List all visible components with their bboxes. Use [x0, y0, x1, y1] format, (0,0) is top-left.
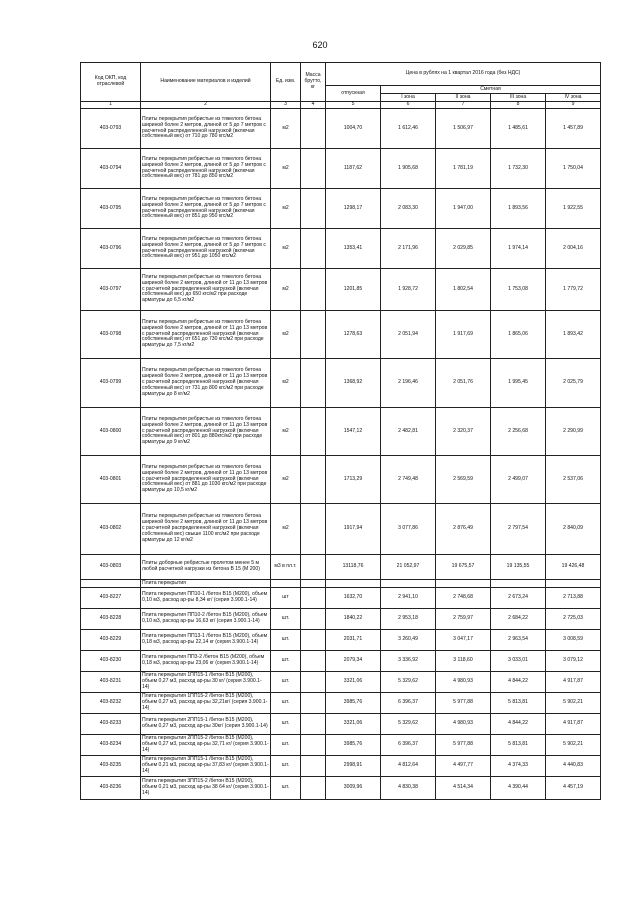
- row-mass: [301, 630, 326, 651]
- row-unit: м2: [271, 359, 301, 408]
- row-name: Плита перекрытия ПП3-2 /бетон В15 (М200), объем 0,18 м3, расход ар-ры 23,06 кг (серия 3.900.1-14): [141, 651, 271, 672]
- row-zone-3-price: 3 033,01: [491, 651, 546, 672]
- row-zone-3-price: 4 844,22: [491, 672, 546, 693]
- table-row: [81, 149, 601, 189]
- table-row: [81, 630, 601, 651]
- row-release-price: 1632,70: [326, 588, 381, 609]
- header-unit: Ед. изм.: [271, 63, 301, 102]
- column-index: 1: [81, 102, 141, 109]
- row-name: Плита перекрытия: [141, 580, 271, 588]
- row-unit: шт.: [271, 672, 301, 693]
- row-mass: [301, 693, 326, 714]
- row-mass: [301, 311, 326, 359]
- row-zone-2-price: 5 977,88: [436, 693, 491, 714]
- row-code: 403-0800: [81, 408, 141, 456]
- row-name: Плита перекрытия ПП10-2 /бетон В15 (М200), объем 0,10 м3, расход ар-ры 16,63 кг/ (серия 3.900.1-14): [141, 609, 271, 630]
- row-unit: шт.: [271, 735, 301, 756]
- table-row: [81, 229, 601, 269]
- row-zone-3-price: 1 974,14: [491, 229, 546, 269]
- table-row: [81, 189, 601, 229]
- header-mass: Масса брутто, кг: [301, 63, 326, 102]
- row-zone-3-price: 1 732,30: [491, 149, 546, 189]
- header-zone-3: III зона: [491, 94, 546, 102]
- row-release-price: 1278,63: [326, 311, 381, 359]
- row-zone-4-price: 2 713,88: [546, 588, 601, 609]
- row-name: Плита перекрытия 2ПП15-2 /бетон В15 (М200), объем 0,27 м3, расход ар-ры 32,71 кг/ (серия 3.900.1-14): [141, 735, 271, 756]
- row-unit: м2: [271, 189, 301, 229]
- row-unit: м2: [271, 229, 301, 269]
- row-release-price: 3321,06: [326, 714, 381, 735]
- row-zone-2-price: 1 802,54: [436, 269, 491, 311]
- row-name: Плита перекрытия 1ПП15-2 /бетон В15 (М200), объем 0,27 м3, расход ар-ры 32,21кг/ (серия 3.900.1-14): [141, 693, 271, 714]
- row-zone-1-price: 2 171,96: [381, 229, 436, 269]
- row-zone-1-price: [381, 580, 436, 588]
- row-unit: м2: [271, 311, 301, 359]
- header-name: Наименование материалов и изделий: [141, 63, 271, 102]
- row-release-price: 1917,94: [326, 504, 381, 555]
- row-zone-2-price: 4 497,77: [436, 756, 491, 777]
- header-estimate: Сметная: [381, 86, 601, 94]
- row-code: 403-0793: [81, 109, 141, 149]
- row-unit: шт.: [271, 756, 301, 777]
- row-zone-1-price: 2 482,81: [381, 408, 436, 456]
- row-mass: [301, 714, 326, 735]
- row-zone-1-price: 4 812,64: [381, 756, 436, 777]
- row-release-price: 1353,41: [326, 229, 381, 269]
- row-release-price: 3985,76: [326, 693, 381, 714]
- row-zone-4-price: 1 779,72: [546, 269, 601, 311]
- row-code: 403-0794: [81, 149, 141, 189]
- row-zone-1-price: 5 329,62: [381, 672, 436, 693]
- row-code: 403-8228: [81, 609, 141, 630]
- row-name: Плиты перекрытия ребристые из тяжелого бетона шириной более 2 метров, длиной от 11 до 13 метров с расчетной распределенной нагрузкой (включая собственный вес) свыше 1100 кгс/м2 при расходе арматуры до 12 кг/м2: [141, 504, 271, 555]
- row-zone-4-price: 1 457,89: [546, 109, 601, 149]
- row-code: 403-8236: [81, 777, 141, 800]
- row-name: Плиты перекрытия ребристые из тяжелого бетона шириной более 2 метров, длиной от 11 до 13 метров с расчетной распределенной нагрузкой (включая собственный вес) от 801 до 880кгс/м2 при расходе арматуры до 9 кг/м2: [141, 408, 271, 456]
- row-zone-1-price: 2 051,94: [381, 311, 436, 359]
- row-code: 403-8235: [81, 756, 141, 777]
- row-code: 403-0803: [81, 555, 141, 580]
- row-zone-1-price: 1 612,46: [381, 109, 436, 149]
- row-release-price: 1713,29: [326, 456, 381, 504]
- row-code: 403-8229: [81, 630, 141, 651]
- row-mass: [301, 408, 326, 456]
- row-name: Плита перекрытия 1ПП15-1 /бетон В15 (М200), объем 0,27 м3, расход ар-ры 30 кг/ (серия 3.900.1-14): [141, 672, 271, 693]
- column-index: 5: [326, 102, 381, 109]
- table-row: [81, 408, 601, 456]
- header-release: отпускная: [326, 86, 381, 102]
- row-zone-4-price: 4 917,87: [546, 672, 601, 693]
- row-zone-4-price: 2 537,06: [546, 456, 601, 504]
- row-code: 403-0801: [81, 456, 141, 504]
- row-release-price: 3321,06: [326, 672, 381, 693]
- row-zone-4-price: 2 025,79: [546, 359, 601, 408]
- row-release-price: 1187,62: [326, 149, 381, 189]
- row-code: 403-0798: [81, 311, 141, 359]
- table-row: [81, 693, 601, 714]
- row-release-price: 2031,71: [326, 630, 381, 651]
- row-mass: [301, 777, 326, 800]
- table-row: [81, 777, 601, 800]
- row-zone-2-price: 2 759,97: [436, 609, 491, 630]
- row-zone-4-price: 4 917,87: [546, 714, 601, 735]
- row-mass: [301, 588, 326, 609]
- row-zone-4-price: 2 290,99: [546, 408, 601, 456]
- table-row: [81, 588, 601, 609]
- row-unit: шт.: [271, 777, 301, 800]
- row-zone-1-price: 6 396,37: [381, 735, 436, 756]
- row-zone-2-price: [436, 580, 491, 588]
- row-zone-2-price: 4 980,93: [436, 672, 491, 693]
- row-release-price: [326, 580, 381, 588]
- row-code: [81, 580, 141, 588]
- row-name: Плита перекрытия 3ПП15-2 /бетон В15 (М200), объем 0,21 м3, расход ар-ры 38 64 кг/ (серия 3.900.1-14): [141, 777, 271, 800]
- row-zone-3-price: 2 963,54: [491, 630, 546, 651]
- row-name: Плиты перекрытия ребристые из тяжелого бетона шириной более 2 метров, длиной от 5 до 7 метров с расчетной распределенной нагрузкой (включая собственный вес) от 710 до 780 кгс/м2: [141, 109, 271, 149]
- row-zone-3-price: 1 893,56: [491, 189, 546, 229]
- row-code: 403-8233: [81, 714, 141, 735]
- row-unit: м2: [271, 504, 301, 555]
- row-zone-3-price: 2 684,22: [491, 609, 546, 630]
- row-zone-1-price: 21 052,97: [381, 555, 436, 580]
- row-unit: м2: [271, 269, 301, 311]
- row-release-price: 3985,76: [326, 735, 381, 756]
- table-row: [81, 580, 601, 588]
- row-unit: шт.: [271, 714, 301, 735]
- row-zone-2-price: 5 977,88: [436, 735, 491, 756]
- row-zone-3-price: 1 753,08: [491, 269, 546, 311]
- row-zone-1-price: 2 196,46: [381, 359, 436, 408]
- row-zone-3-price: 2 673,24: [491, 588, 546, 609]
- row-release-price: 1298,17: [326, 189, 381, 229]
- column-index: 2: [141, 102, 271, 109]
- row-zone-4-price: 1 750,04: [546, 149, 601, 189]
- row-zone-1-price: 1 905,68: [381, 149, 436, 189]
- row-zone-3-price: 2 256,68: [491, 408, 546, 456]
- table-row: [81, 359, 601, 408]
- row-zone-2-price: 2 029,85: [436, 229, 491, 269]
- column-index: 3: [271, 102, 301, 109]
- row-name: Плиты перекрытия ребристые из тяжелого бетона шириной более 2 метров, длиной от 5 до 7 метров с расчетной распределенной нагрузкой (включая собственный вес) от 781 до 850 кгс/м2: [141, 149, 271, 189]
- row-zone-2-price: 1 947,00: [436, 189, 491, 229]
- table-row: [81, 504, 601, 555]
- row-zone-3-price: 4 844,22: [491, 714, 546, 735]
- row-mass: [301, 651, 326, 672]
- row-code: 403-8230: [81, 651, 141, 672]
- row-zone-3-price: 1 995,45: [491, 359, 546, 408]
- row-zone-1-price: 3 260,49: [381, 630, 436, 651]
- table-row: [81, 109, 601, 149]
- row-zone-3-price: 5 813,81: [491, 693, 546, 714]
- header-code: Код ОКП, код отраслевой: [81, 63, 141, 102]
- row-unit: м2: [271, 456, 301, 504]
- row-zone-2-price: 2 748,68: [436, 588, 491, 609]
- row-mass: [301, 555, 326, 580]
- row-code: 403-0796: [81, 229, 141, 269]
- row-name: Плита перекрытия ПП10-1 /бетон В15 (М200), объем 0,10 м3, расход ар-ры 8,34 кг/ (серия 3.900.1-14): [141, 588, 271, 609]
- row-name: Плиты перекрытия ребристые из тяжелого бетона шириной более 2 метров, длиной от 11 до 13 метров с расчетной распределенной нагрузкой (включая собственный вес) от 881 до 1030 кгс/м2 при расходе арматуры до 10,5 кг/м2: [141, 456, 271, 504]
- row-mass: [301, 149, 326, 189]
- row-zone-4-price: 4 440,83: [546, 756, 601, 777]
- price-table: [80, 62, 601, 800]
- row-zone-3-price: 1 865,06: [491, 311, 546, 359]
- row-code: 403-8231: [81, 672, 141, 693]
- row-release-price: 1201,85: [326, 269, 381, 311]
- row-name: Плиты перекрытия ребристые из тяжелого бетона шириной более 2 метров, длиной от 5 до 7 метров с расчетной распределенной нагрузкой (включая собственный вес) от 951 до 1050 кгс/м2: [141, 229, 271, 269]
- column-index: 9: [546, 102, 601, 109]
- row-unit: шт.: [271, 693, 301, 714]
- row-zone-1-price: 4 830,38: [381, 777, 436, 800]
- row-zone-1-price: 2 083,30: [381, 189, 436, 229]
- row-zone-1-price: 3 077,86: [381, 504, 436, 555]
- row-unit: [271, 580, 301, 588]
- row-zone-2-price: 2 051,76: [436, 359, 491, 408]
- row-zone-1-price: 2 941,10: [381, 588, 436, 609]
- row-zone-2-price: 3 047,17: [436, 630, 491, 651]
- table-row: [81, 735, 601, 756]
- table-row: [81, 609, 601, 630]
- row-release-price: 1368,92: [326, 359, 381, 408]
- row-zone-3-price: 19 135,55: [491, 555, 546, 580]
- row-zone-2-price: 4 514,34: [436, 777, 491, 800]
- header-zone-2: II зона: [436, 94, 491, 102]
- table-row: [81, 756, 601, 777]
- header-zone-1: I зона: [381, 94, 436, 102]
- row-release-price: 1004,70: [326, 109, 381, 149]
- row-mass: [301, 359, 326, 408]
- row-unit: м2: [271, 109, 301, 149]
- table-row: [81, 555, 601, 580]
- row-unit: шт.: [271, 651, 301, 672]
- row-zone-4-price: [546, 580, 601, 588]
- row-zone-2-price: 1 781,19: [436, 149, 491, 189]
- row-mass: [301, 580, 326, 588]
- row-name: Плита перекрытия 2ПП15-1 /бетон В15 (М200), объем 0,27 м3, расход ар-ры 30кг/ (серия 3.900.1-14): [141, 714, 271, 735]
- row-zone-4-price: 3 008,59: [546, 630, 601, 651]
- table-row: [81, 269, 601, 311]
- row-release-price: 1547,12: [326, 408, 381, 456]
- column-index: 4: [301, 102, 326, 109]
- row-name: Плиты перекрытия ребристые из тяжелого бетона шириной более 2 метров, длиной от 11 до 13 метров с расчетной распределенной нагрузкой (включая собственный вес) от 651 до 730 кгс/м2 при расходе арматуры до 7,5 кг/м2: [141, 311, 271, 359]
- row-code: 403-0802: [81, 504, 141, 555]
- row-code: 403-0795: [81, 189, 141, 229]
- row-zone-3-price: 2 797,54: [491, 504, 546, 555]
- row-zone-4-price: 1 893,42: [546, 311, 601, 359]
- row-zone-2-price: 4 980,93: [436, 714, 491, 735]
- row-unit: шт.: [271, 609, 301, 630]
- column-index: 6: [381, 102, 436, 109]
- page-number: 620: [312, 40, 328, 50]
- table-row: [81, 311, 601, 359]
- row-zone-2-price: 1 917,69: [436, 311, 491, 359]
- row-zone-4-price: 2 840,09: [546, 504, 601, 555]
- row-unit: м3 в пл.т.: [271, 555, 301, 580]
- row-mass: [301, 229, 326, 269]
- row-mass: [301, 672, 326, 693]
- row-name: Плита перекрытия ПП13-1 /бетон В15 (М200), объем 0,18 м3, расход ар-ры 22,14 кг (серия 3.900.1-14): [141, 630, 271, 651]
- row-zone-3-price: 5 813,81: [491, 735, 546, 756]
- row-mass: [301, 735, 326, 756]
- row-name: Плиты доборные ребристые пролетом менее 5 м любой расчетной нагрузки из бетона В 15 (М 200): [141, 555, 271, 580]
- row-unit: м2: [271, 149, 301, 189]
- row-name: Плиты перекрытия ребристые из тяжелого бетона шириной более 2 метров, длиной от 11 до 13 метров с расчетной распределенной нагрузкой (включая собственный вес) от 731 до 800 кгс/м2 при расходе арматуры до 8 кг/м2: [141, 359, 271, 408]
- row-zone-4-price: 5 902,21: [546, 693, 601, 714]
- row-mass: [301, 269, 326, 311]
- row-code: 403-8227: [81, 588, 141, 609]
- row-name: Плиты перекрытия ребристые из тяжелого бетона шириной более 2 метров, длиной от 5 до 7 метров с расчетной распределенной нагрузкой (включая собственный вес) от 851 до 950 кгс/м2: [141, 189, 271, 229]
- row-zone-2-price: 3 118,60: [436, 651, 491, 672]
- row-zone-4-price: 5 902,21: [546, 735, 601, 756]
- row-release-price: 1840,22: [326, 609, 381, 630]
- row-zone-1-price: 6 396,37: [381, 693, 436, 714]
- row-mass: [301, 109, 326, 149]
- row-release-price: 2079,34: [326, 651, 381, 672]
- row-zone-3-price: [491, 580, 546, 588]
- row-mass: [301, 189, 326, 229]
- row-zone-1-price: 2 749,48: [381, 456, 436, 504]
- row-zone-2-price: 19 675,57: [436, 555, 491, 580]
- row-zone-4-price: 1 922,55: [546, 189, 601, 229]
- row-code: 403-8234: [81, 735, 141, 756]
- row-zone-1-price: 1 928,72: [381, 269, 436, 311]
- row-mass: [301, 456, 326, 504]
- column-index: 7: [436, 102, 491, 109]
- row-mass: [301, 609, 326, 630]
- header-price-group: Цена в рублях на 1 квартал 2016 года (без НДС): [326, 63, 601, 86]
- row-unit: шт: [271, 588, 301, 609]
- row-zone-4-price: 2 725,03: [546, 609, 601, 630]
- table-row: [81, 672, 601, 693]
- row-zone-4-price: 4 457,19: [546, 777, 601, 800]
- column-index-row: [81, 102, 601, 109]
- row-zone-3-price: 2 499,07: [491, 456, 546, 504]
- table-row: [81, 651, 601, 672]
- row-zone-1-price: 5 329,62: [381, 714, 436, 735]
- row-zone-2-price: 1 506,97: [436, 109, 491, 149]
- column-index: 8: [491, 102, 546, 109]
- row-release-price: 3009,96: [326, 777, 381, 800]
- row-mass: [301, 756, 326, 777]
- row-zone-4-price: 19 426,48: [546, 555, 601, 580]
- row-zone-1-price: 2 953,18: [381, 609, 436, 630]
- row-code: 403-0797: [81, 269, 141, 311]
- row-mass: [301, 504, 326, 555]
- table-row: [81, 714, 601, 735]
- row-unit: шт.: [271, 630, 301, 651]
- row-release-price: 2998,91: [326, 756, 381, 777]
- row-name: Плиты перекрытия ребристые из тяжелого бетона шириной более 2 метров, длиной от 11 до 13 метров с расчетной распределенной нагрузкой (включая собственный вес) до 650 кгс/м2 при расходе арматуры до 6,5 кг/м2: [141, 269, 271, 311]
- table-row: [81, 456, 601, 504]
- row-code: 403-8232: [81, 693, 141, 714]
- row-release-price: 13118,76: [326, 555, 381, 580]
- row-zone-3-price: 4 374,33: [491, 756, 546, 777]
- row-zone-2-price: 2 876,49: [436, 504, 491, 555]
- row-zone-4-price: 3 079,12: [546, 651, 601, 672]
- row-zone-2-price: 2 320,37: [436, 408, 491, 456]
- row-zone-3-price: 1 485,61: [491, 109, 546, 149]
- row-zone-3-price: 4 390,44: [491, 777, 546, 800]
- row-zone-4-price: 2 004,16: [546, 229, 601, 269]
- row-zone-1-price: 3 336,92: [381, 651, 436, 672]
- row-name: Плита перекрытия 3ПП15-1 /бетон В15 (М200), объем 0,21 м3, расход ар-ры 37,83 кг/ (серия 3.900.1-14): [141, 756, 271, 777]
- row-code: 403-0799: [81, 359, 141, 408]
- header-zone-4: IV зона: [546, 94, 601, 102]
- row-unit: м2: [271, 408, 301, 456]
- row-zone-2-price: 2 569,59: [436, 456, 491, 504]
